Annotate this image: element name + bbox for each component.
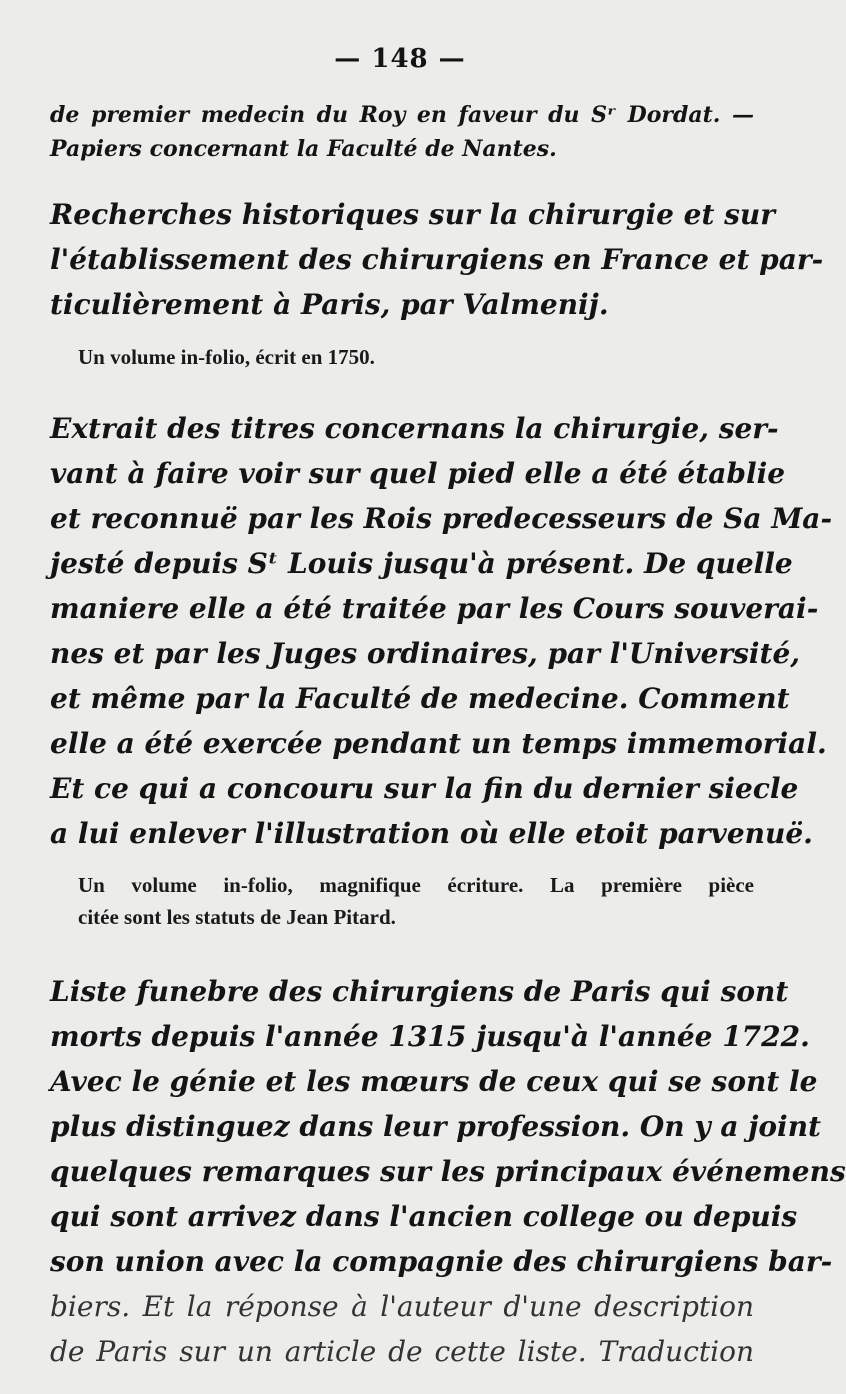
entry-title-line: son union avec la compagnie des chirurgiens bar- [50,1245,833,1278]
entry-title-line: nes et par les Juges ordinaires, par l'Université, [50,637,801,670]
entry-title-line: l'établissement des chirurgiens en France et par- [50,243,824,276]
intro-line: de premier medecin du Roy en faveur du Sʳ Dordat. — [50,102,754,128]
entry-title-line: plus distinguez dans leur profession. On y a joint [50,1110,821,1143]
entry-title-line: maniere elle a été traitée par les Cours souverai- [50,592,819,625]
entry-title-line: a lui enlever l'illustration où elle etoit parvenuë. [50,817,813,850]
page-number: — 148 — [334,44,466,74]
entry-note-line: Un volume in-folio, magnifique écriture. La première pièce [78,873,754,897]
entry-title-line: ticulièrement à Paris, par Valmenij. [50,288,609,321]
entry-title-line: Extrait des titres concernans la chirurgie, ser- [50,412,779,445]
entry-note-line: Un volume in-folio, écrit en 1750. [78,345,375,369]
entry-title-line: Et ce qui a concouru sur la fin du dernier siecle [50,772,799,805]
entry-title-line: et reconnuë par les Rois predecesseurs de Sa Ma- [50,502,833,535]
entry-title-line: Liste funebre des chirurgiens de Paris qui sont [50,975,789,1008]
entry-title-line: elle a été exercée pendant un temps immemorial. [50,727,827,760]
entry-title-line: et même par la Faculté de medecine. Comment [50,682,790,715]
intro-line: Papiers concernant la Faculté de Nantes. [50,136,557,162]
entry-title-line: Recherches historiques sur la chirurgie et sur [50,198,776,231]
entry-title-line: vant à faire voir sur quel pied elle a été établie [50,457,786,490]
entry-note-line: citée sont les statuts de Jean Pitard. [78,905,396,929]
entry-title-line: morts depuis l'année 1315 jusqu'à l'année 1722. [50,1020,810,1053]
entry-title-line: de Paris sur un article de cette liste. Traduction [50,1335,754,1368]
entry-title-line: jesté depuis Sᵗ Louis jusqu'à présent. De quelle [50,547,793,580]
entry-title-line: qui sont arrivez dans l'ancien college ou depuis [50,1200,798,1233]
entry-title-line: biers. Et la réponse à l'auteur d'une description [50,1290,754,1323]
entry-title-line: quelques remarques sur les principaux événemens [50,1155,846,1188]
entry-title-line: Avec le génie et les mœurs de ceux qui se sont le [50,1065,818,1098]
